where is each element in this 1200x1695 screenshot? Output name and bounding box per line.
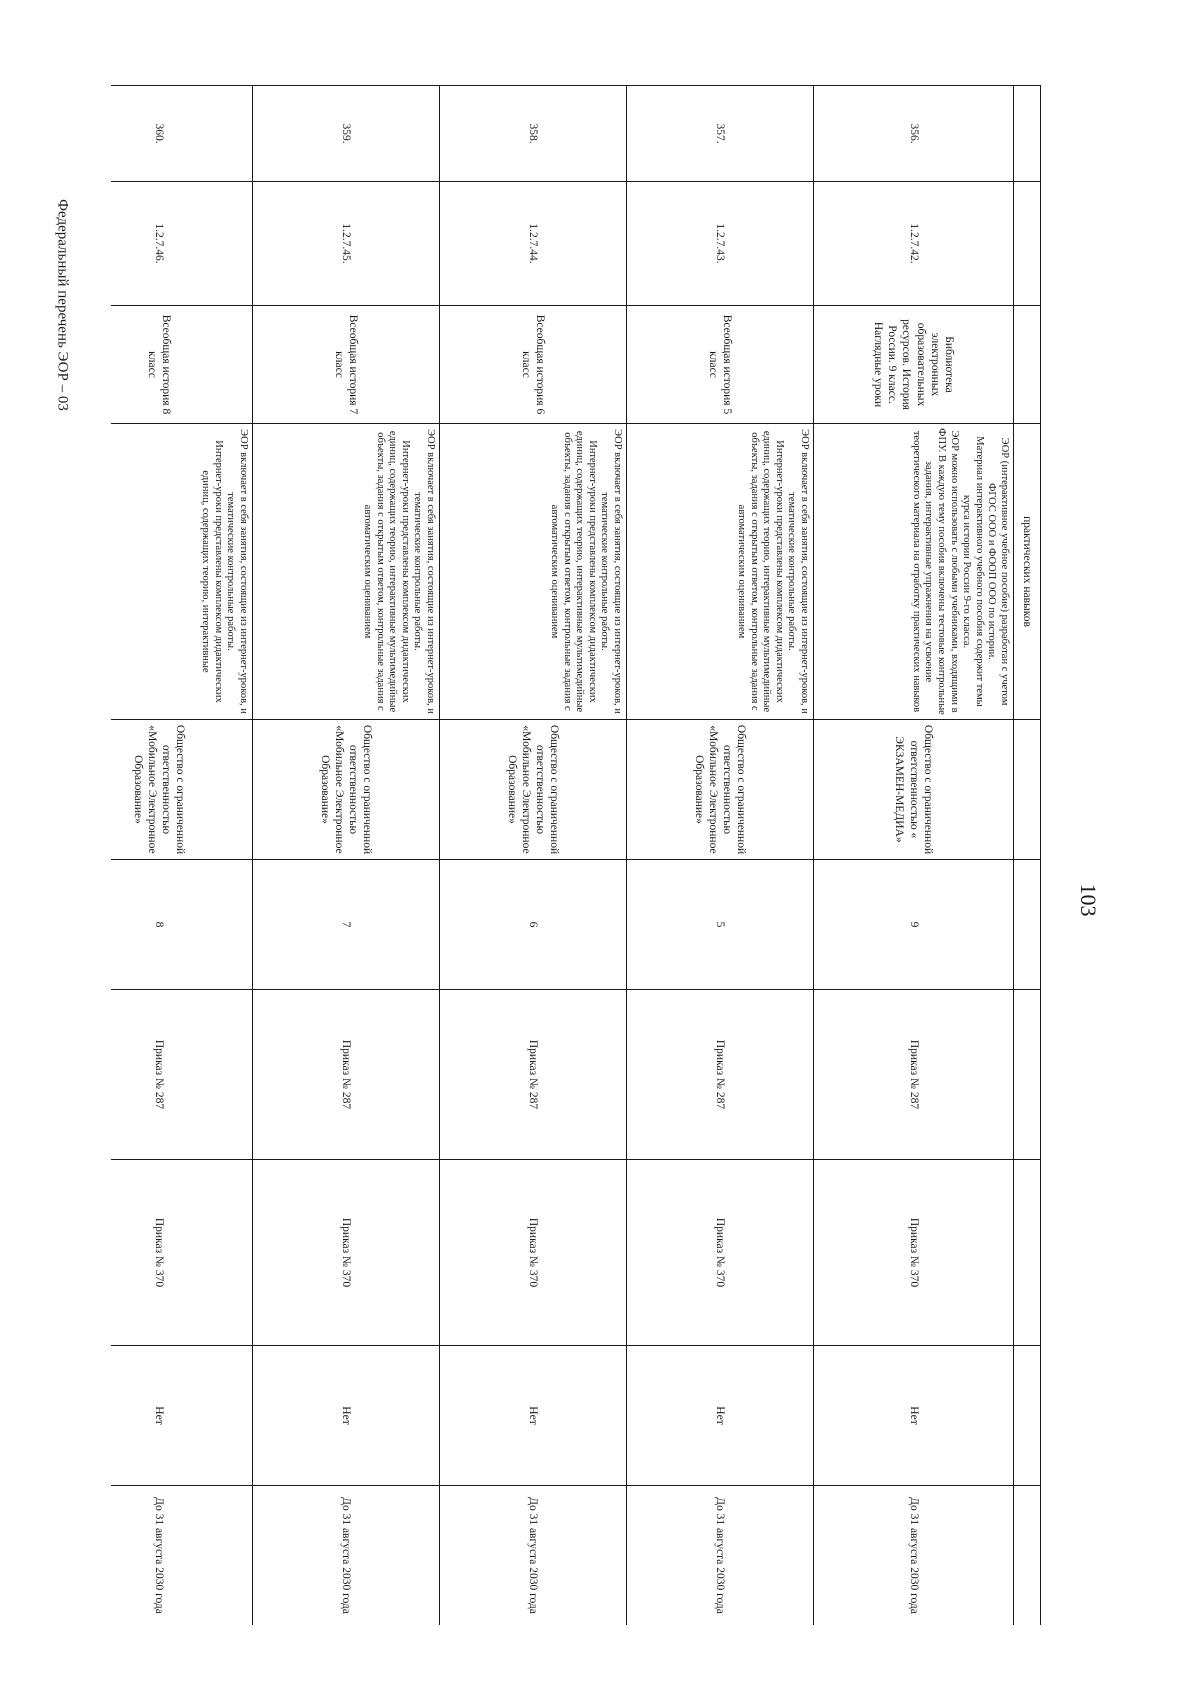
cell-desc: практических навыков — [1014, 424, 1041, 720]
desc-paragraph: ЭОР можно использовать с любыми учебниками, входящими в ФПУ. В каждую тему пособия включены тестовые контрольные задания, интерактивные упражнения на усвоение теоретического материала на отработку практических навыков — [910, 428, 960, 715]
desc-paragraph: ЭОР включает в себя занятия, состоящие из интернет-уроков, и тематические контрольные работы. — [225, 429, 249, 714]
cell-term: До 31 августа 2030 года — [440, 1486, 627, 1626]
cell-order1: Приказ № 287 — [440, 990, 627, 1160]
cell-limit — [1014, 1346, 1041, 1486]
cell-class: 8 — [111, 860, 253, 990]
cell-code: 1.2.7.46. — [111, 182, 253, 306]
cell-desc — [440, 424, 627, 720]
table-row — [814, 86, 1014, 1626]
cell-num — [1014, 86, 1041, 182]
cell-limit: Нет — [440, 1346, 627, 1486]
cell-order1: Приказ № 287 — [253, 990, 440, 1160]
table-wrapper — [111, 85, 1041, 1625]
cell-num: 358. — [440, 86, 627, 182]
cell-desc — [111, 424, 253, 720]
cell-term: До 31 августа 2030 года — [111, 1486, 253, 1626]
table-row — [111, 86, 253, 1626]
cell-order1 — [1014, 990, 1041, 1160]
cell-num: 359. — [253, 86, 440, 182]
cell-class: 7 — [253, 860, 440, 990]
table-row — [440, 86, 627, 1626]
cell-num: 356. — [814, 86, 1014, 182]
cell-num: 357. — [627, 86, 814, 182]
cell-order1: Приказ № 287 — [814, 990, 1014, 1160]
desc-paragraph: Интернет-уроки представлены комплексом дидактических единиц, содержащих теорию, интерактивные мультимедийные объекты, задания с открытым ответом, контрольные задания с автоматическим оцениванием — [362, 430, 411, 713]
cell-name: Всеобщая история 6 класс — [440, 306, 627, 424]
cell-order2: Приказ № 370 — [111, 1160, 253, 1346]
footer-label: Федеральный перечень ЭОР – 03 — [54, 199, 71, 411]
cell-code: 1.2.7.45. — [253, 182, 440, 306]
cell-name — [1014, 306, 1041, 424]
cell-org: Общество с ограниченной ответственностью « ЭКЗАМЕН-МЕДИА» — [814, 720, 1014, 860]
cell-limit: Нет — [814, 1346, 1014, 1486]
cell-class — [1014, 860, 1041, 990]
cell-code — [1014, 182, 1041, 306]
cell-org: Общество с ограниченной ответственностью «Мобильное Электронное Образование» — [253, 720, 440, 860]
table-row — [253, 86, 440, 1626]
desc-paragraph: Интернет-уроки представлены комплексом дидактических единиц, содержащих теорию, интерактивные — [200, 440, 224, 703]
cell-name: Всеобщая история 5 класс — [627, 306, 814, 424]
page-number: 103 — [1076, 883, 1101, 917]
cell-class: 5 — [627, 860, 814, 990]
table-row — [627, 86, 814, 1626]
cell-desc — [814, 424, 1014, 720]
cell-code: 1.2.7.43. — [627, 182, 814, 306]
table-row-continuation — [1014, 86, 1041, 1626]
cell-limit: Нет — [627, 1346, 814, 1486]
cell-order2 — [1014, 1160, 1041, 1346]
cell-term: До 31 августа 2030 года — [814, 1486, 1014, 1626]
desc-paragraph: ЭОР включает в себя занятия, состоящие из интернет-уроков, и тематические контрольные работы. — [412, 429, 436, 714]
desc-paragraph: ЭОР включает в себя занятия, состоящие из интернет-уроков, и тематические контрольные работы. — [599, 429, 623, 714]
cell-code: 1.2.7.42. — [814, 182, 1014, 306]
desc-paragraph: Интернет-уроки представлены комплексом дидактических единиц, содержащих теорию, интерактивные мультимедийные объекты, задания с открытым ответом, контрольные задания с автоматическим оцениванием — [549, 430, 598, 713]
desc-paragraph: ЭОР (интерактивное учебное пособие) разработан с учетом ФГОС ООО и ФООП ООО по истории. — [986, 437, 1010, 706]
desc-paragraph: Материал интерактивного учебного пособия содержит темы курса истории России 9-го класса. — [961, 436, 985, 707]
cell-name: Всеобщая история 7 класс — [253, 306, 440, 424]
cell-class: 6 — [440, 860, 627, 990]
cell-code: 1.2.7.44. — [440, 182, 627, 306]
cell-limit: Нет — [253, 1346, 440, 1486]
cell-order2: Приказ № 370 — [440, 1160, 627, 1346]
cell-desc — [253, 424, 440, 720]
cell-name: Всеобщая история 8 класс — [111, 306, 253, 424]
cell-desc — [627, 424, 814, 720]
cell-org: Общество с ограниченной ответственностью «Мобильное Электронное Образование» — [440, 720, 627, 860]
cell-order1: Приказ № 287 — [627, 990, 814, 1160]
cell-term: До 31 августа 2030 года — [627, 1486, 814, 1626]
cell-order2: Приказ № 370 — [253, 1160, 440, 1346]
eor-table — [111, 85, 1041, 1625]
cell-class: 9 — [814, 860, 1014, 990]
cell-org — [1014, 720, 1041, 860]
cell-order2: Приказ № 370 — [814, 1160, 1014, 1346]
desc-paragraph: Интернет-уроки представлены комплексом дидактических единиц, содержащих теорию, интерактивные мультимедийные объекты, задания с открытым ответом, контрольные задания с автоматическим оцениванием — [736, 430, 785, 713]
desc-paragraph: ЭОР включает в себя занятия, состоящие из интернет-уроков, и тематические контрольные работы. — [786, 429, 810, 714]
cell-limit: Нет — [111, 1346, 253, 1486]
cell-num: 360. — [111, 86, 253, 182]
cell-order2: Приказ № 370 — [627, 1160, 814, 1346]
cell-term — [1014, 1486, 1041, 1626]
cell-org: Общество с ограниченной ответственностью «Мобильное Электронное Образование» — [627, 720, 814, 860]
cell-term: До 31 августа 2030 года — [253, 1486, 440, 1626]
cell-org: Общество с ограниченной ответственностью «Мобильное Электронное Образование» — [111, 720, 253, 860]
cell-name: Библиотека электронных образовательных ресурсов. История России. 9 класс. Наглядные уроки — [814, 306, 1014, 424]
cell-order1: Приказ № 287 — [111, 990, 253, 1160]
